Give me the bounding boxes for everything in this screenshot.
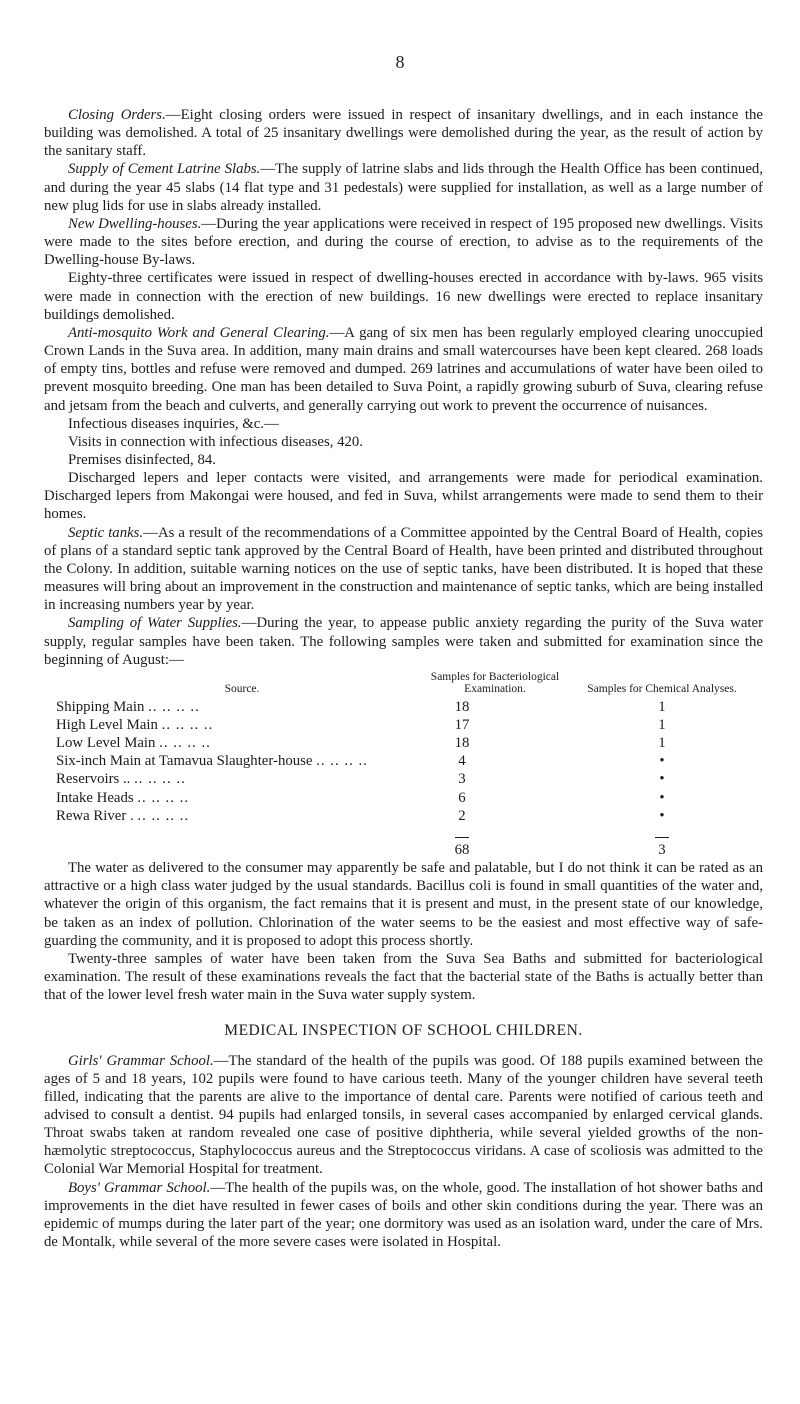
girls-school-paragraph — [44, 1052, 763, 1179]
closing-orders-heading: Closing Orders. — [68, 107, 166, 123]
closing-orders-paragraph — [44, 106, 763, 160]
boys-school-paragraph — [44, 1179, 763, 1252]
dot-leader: .. .. .. .. — [134, 771, 186, 788]
dot-leader: .. .. .. .. — [137, 789, 190, 806]
table-row — [56, 734, 762, 752]
source-cell: High Level Main .. .. .. .. — [56, 717, 214, 733]
bact-cell: 18 — [454, 698, 470, 715]
septic-tanks-text: —As a result of the recommendations of a Committee appointed by the Central Board of Health, copies of plans of a standard septic tank approved by the Central Board of Health, have been printed and distributed throughout the Colony. In addition, suitable warning notices on the use of septic tanks, have been distributed. It is hoped that these measures will bring about an improvement in the construction and maintenance of septic tanks, which are being installed in increasing numbers year by year. — [44, 524, 763, 614]
report-body — [44, 106, 763, 1251]
chem-cell: 1 — [658, 717, 666, 733]
dot-leader: .. .. .. .. — [161, 717, 214, 733]
col-bact-header: Samples for Bacteriological Examination. — [430, 670, 560, 695]
source-cell: Low Level Main .. .. .. .. — [56, 735, 211, 752]
col-chem-header: Samples for Chemical Analyses. — [587, 682, 737, 695]
water-conclusion-paragraph: The water as delivered to the consumer may apparently be safe and palatable, but I do not think it can be rated as an attractive or a high class water judged by the usual standards. Bacillus coli is found in small quantities of the water and, whatever the origin of this organism, the fact remains that it is present and must, in the present state of our knowledge, be taken as an index of pollution. Chlorination of the water seems to be the easiest and most effective way of safe-guarding the community, and it is proposed to adopt this process shortly. — [44, 860, 763, 949]
medical-inspection-title: MEDICAL INSPECTION OF SCHOOL CHILDREN. — [224, 1022, 583, 1040]
new-dwellings-paragraph — [44, 215, 763, 269]
chem-cell: • — [659, 807, 665, 824]
chem-cell: 1 — [658, 735, 666, 752]
new-dwellings-text: —During the year applications were received in respect of 195 proposed new dwellings. Visits were made to the sites before erection, and during the course of erection, to advise as to the requirements of the Dwelling-house By-laws. — [44, 215, 763, 269]
table-row — [56, 698, 762, 716]
infectious-intro: Infectious diseases inquiries, &c.— — [68, 415, 279, 432]
dot-leader: .. .. .. .. — [316, 753, 368, 770]
certificates-paragraph: Eighty-three certificates were issued in respect of dwelling-houses erected in accordance with by-laws. 965 visits were made in connection with the erection of new buildings. 16 new dwellings were erected to replace insanitary buildings demolished. — [44, 270, 763, 323]
premises-disinfected: Premises disinfected, 84. — [68, 451, 216, 468]
latrine-slabs-text: —The supply of latrine slabs and lids through the Health Office has been continued, and during the year 45 slabs (14 flat type and 31 pedestals) were supplied for installation, as well as a large number of new plug lids for use in slabs already installed. — [44, 161, 763, 214]
water-supplies-paragraph — [44, 614, 763, 668]
bact-cell: 2 — [458, 807, 466, 824]
bact-cell: 4 — [458, 753, 466, 770]
bact-cell: 6 — [458, 789, 466, 806]
boys-school-text: —The health of the pupils was, on the whole, good. The installation of hot shower baths and improvements in the diet have resulted in fewer cases of boils and other skin conditions during the year. There was an epidemic of mumps during the later part of the year; one dormitory was used as an isolation ward, under the care of Mrs. de Montalk, while several of the more severe cases were isolated in Hospital. — [44, 1179, 764, 1251]
source-cell: Shipping Main .. .. .. .. — [56, 698, 200, 715]
source-cell: Reservoirs .. .. .. .. .. — [56, 771, 186, 788]
dot-leader: .. .. .. .. — [148, 698, 200, 715]
girls-school-text: —The standard of the health of the pupils was good. Of 188 pupils examined between the ages of 5 and 18 years, 102 pupils were found to have carious teeth. Many of the younger children have several teeth filled, indicating that the parents are alive to the importance of dental care. Parents were notified of carious teeth and advised to consult a dentist. 94 pupils had enlarged tonsils, in several cases accompanied by enlarged cervical glands. Throat swabs taken at random revealed one case of positive diphtheria, while several yielded growths of the non-hæmolytic streptococcus, Staphylococcus aureus and the Streptococcus viridans. A case of scoliosis was admitted to the Colonial War Memorial Hospital for treatment. — [44, 1052, 763, 1178]
anti-mosquito-paragraph — [44, 324, 763, 415]
table-row — [56, 807, 762, 825]
bact-cell: 3 — [458, 771, 466, 788]
latrine-slabs-heading: Supply of Cement Latrine Slabs. — [68, 161, 261, 178]
septic-tanks-heading: Septic tanks. — [68, 524, 144, 541]
boys-school-heading: Boys' Grammar School. — [68, 1179, 211, 1196]
table-row — [56, 789, 762, 807]
septic-tanks-paragraph — [44, 524, 763, 615]
infectious-visits: Visits in connection with infectious diseases, 420. — [68, 433, 364, 450]
chem-cell: 1 — [658, 698, 666, 715]
source-cell: Six-inch Main at Tamavua Slaughter-house .. .. .. .. — [56, 753, 368, 770]
water-supplies-text: —During the year, to appease public anxiety regarding the purity of the Suva water supply, regular samples have been taken. The following samples were taken and submitted for examination since the beginning of August:— — [44, 615, 764, 668]
total-chem: 3 — [655, 837, 669, 859]
anti-mosquito-heading: Anti-mosquito Work and General Clearing. — [68, 324, 330, 341]
water-supplies-heading: Sampling of Water Supplies. — [68, 615, 242, 632]
total-bact: 68 — [455, 837, 470, 859]
chem-cell: • — [659, 753, 665, 770]
source-cell: Intake Heads .. .. .. .. — [56, 789, 190, 806]
closing-orders-text: —Eight closing orders were issued in respect of insanitary dwellings, and in each instance the building was demolished. A total of 25 insanitary dwellings were demolished during the year, as the result of action by the sanitary staff. — [44, 107, 763, 160]
dot-leader: .. .. .. .. — [137, 807, 190, 824]
page-number: 8 — [395, 52, 405, 72]
bact-cell: 18 — [454, 735, 470, 752]
source-cell: Rewa River . .. .. .. .. — [56, 807, 190, 824]
table-row — [56, 770, 762, 788]
sea-baths-paragraph: Twenty-three samples of water have been taken from the Suva Sea Baths and submitted for bacteriological examination. The result of these examinations reveals the fact that the bacterial state of the Baths is actually better than that of the lower level fresh water main in the Suva water supply system. — [44, 950, 763, 1004]
new-dwellings-heading: New Dwelling-houses. — [68, 215, 202, 232]
chem-cell: • — [659, 789, 665, 806]
samples-table-header — [56, 671, 762, 698]
lepers-paragraph: Discharged lepers and leper contacts were visited, and arrangements were made for periodical examination. Discharged lepers from Makongai were housed, and fed in Suva, whilst arrangements were made to send them to their homes. — [44, 470, 763, 523]
col-source-header: Source. — [224, 682, 260, 695]
samples-table — [56, 671, 762, 859]
totals-row — [56, 825, 762, 859]
chem-cell: • — [659, 771, 665, 788]
latrine-slabs-paragraph — [44, 160, 763, 214]
dot-leader: .. .. .. .. — [159, 735, 211, 752]
table-row — [56, 752, 762, 770]
table-row — [56, 716, 762, 734]
anti-mosquito-text: —A gang of six men has been regularly employed clearing unoccupied Crown Lands in the Suva area. In addition, many main drains and small watercourses have been kept cleared. 268 loads of empty tins, bottles and refuse were removed and dumped. 269 latrines and accumulations of water have been oiled to prevent mosquito breeding. One man has been detailed to Suva Point, a rapidly growing suburb of Suva, clearing refuse and jetsam from the beach and culverts, and generally carrying out work to prevent the occurrence of nuisances. — [44, 324, 763, 414]
girls-school-heading: Girls' Grammar School. — [68, 1052, 214, 1069]
bact-cell: 17 — [454, 717, 470, 733]
